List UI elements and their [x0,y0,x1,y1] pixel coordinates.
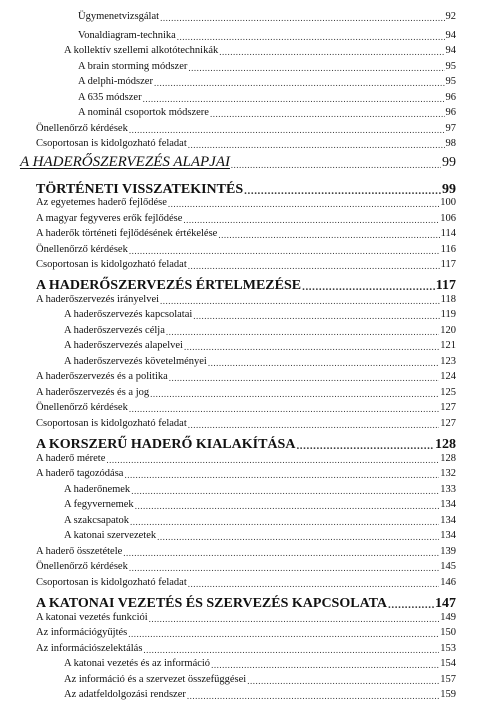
dot-leader [193,312,439,321]
toc-entry-page: 139 [440,546,456,557]
toc-entry-title: A katonai vezetés funkciói [36,612,148,623]
toc-entry-title: Ügymenetvizsgálat [78,11,160,22]
toc-entry-page: 153 [440,643,456,654]
dot-leader [183,216,439,225]
dot-leader [208,359,439,368]
toc-chapter-heading [36,183,456,197]
toc-entry-page: 147 [435,596,456,611]
toc-entry [36,562,456,573]
toc-entry-page: 149 [440,612,456,623]
dot-leader [247,677,439,686]
toc-entry-page: 124 [440,371,456,382]
toc-entry-title: A delphi-módszer [78,76,153,87]
toc-entry-page: 128 [440,453,456,464]
toc-entry [36,198,456,209]
toc-entry [64,659,456,670]
toc-entry-page: 125 [440,387,456,398]
toc-entry-title: A haderők történeti fejlődésének értékelése [36,228,218,239]
dot-leader [160,14,444,23]
dot-leader [123,549,439,558]
toc-entry-page: 100 [440,197,456,208]
toc-entry [78,108,456,119]
toc-entry [36,403,456,414]
toc-entry [64,690,456,701]
dot-leader [154,79,445,88]
toc-entry-title: Az információ és a szervezet összefüggései [64,674,247,685]
toc-entry [78,93,456,104]
toc-entry-title: Önellenőrző kérdések [36,402,128,413]
toc-entry-title: Csoportosan is kidolgozható feladat [36,418,187,429]
toc-entry-page: 117 [435,278,456,293]
toc-entry-page: 154 [440,658,456,669]
toc-entry [64,500,456,511]
toc-entry-title: A szakcsapatok [64,515,130,526]
dot-leader [106,456,439,465]
toc-entry [64,310,456,321]
toc-entry [36,613,456,624]
toc-entry [64,675,456,686]
toc-entry [78,62,456,73]
toc-entry-page: 95 [445,76,456,87]
toc-entry-page: 99 [442,182,456,197]
toc-entry-title: A haderőszervezés követelményei [64,356,207,367]
toc-entry-page: 96 [445,92,456,103]
toc-entry [64,341,456,352]
dot-leader [143,95,445,104]
dot-leader [131,487,439,496]
toc-entry [64,326,456,337]
toc-entry-page: 106 [440,213,456,224]
toc-entry-page: 98 [445,138,456,149]
toc-entry-title: A katonai vezetés és az információ [64,658,211,669]
dot-leader [188,262,440,271]
toc-entry-page: 114 [440,228,456,239]
toc-entry-title: A magyar fegyveres erők fejlődése [36,213,183,224]
toc-entry-title: A kollektív szellemi alkotótechnikák [64,45,219,56]
toc-entry [36,124,456,135]
toc-entry-page: 116 [440,244,456,255]
dot-leader [210,110,445,119]
toc-entry-title: A fegyvernemek [64,499,134,510]
dot-leader [244,186,441,197]
toc-entry-page: 99 [442,155,456,170]
dot-leader [129,247,440,256]
toc-entry-page: 117 [440,259,456,270]
toc-entry-title: Csoportosan is kidolgozható feladat [36,138,187,149]
toc-entry-page: 128 [435,437,456,452]
toc-part-heading [20,155,456,170]
toc-entry-page: 132 [440,468,456,479]
toc-entry-page: 146 [440,577,456,588]
toc-entry-page: 145 [440,561,456,572]
toc-entry-page: 157 [440,674,456,685]
toc-entry-title: Önellenőrző kérdések [36,244,128,255]
toc-entry-page: 119 [440,309,456,320]
toc-entry-title: Az egyetemes haderő fejlődése [36,197,167,208]
toc-entry-page: 150 [440,627,456,638]
dot-leader [128,630,439,639]
toc-entry [36,388,456,399]
toc-entry-title: Csoportosan is kidolgozható feladat [36,577,187,588]
toc-entry-title: A haderőszervezés alapelvei [64,340,183,351]
dot-leader [157,533,439,542]
dot-leader [124,471,439,480]
dot-leader [296,441,434,452]
toc-entry [36,372,456,383]
toc-entry-title: Az információszelektálás [36,643,143,654]
toc-entry [36,214,456,225]
dot-leader [129,564,439,573]
dot-leader [166,328,439,337]
toc-entry [36,139,456,150]
toc-entry-page: 123 [440,356,456,367]
toc-entry-title: A HADERŐSZERVEZÉS ALAPJAI [20,154,230,170]
dot-leader [231,161,441,170]
toc-entry-page: 134 [440,515,456,526]
toc-entry-title: Önellenőrző kérdések [36,123,128,134]
toc-entry [64,46,456,57]
toc-entry [36,229,456,240]
dot-leader [188,580,439,589]
toc-entry [36,295,456,306]
toc-entry-page: 121 [440,340,456,351]
dot-leader [188,141,445,150]
dot-leader [177,33,445,42]
toc-entry-title: Csoportosan is kidolgozható feladat [36,259,187,270]
toc-entry-title: A KATONAI VEZETÉS ÉS SZERVEZÉS KAPCSOLATA [36,596,388,611]
toc-entry-title: A haderőszervezés irányelvei [36,294,160,305]
toc-entry-page: 159 [440,689,456,700]
toc-entry [36,454,456,465]
toc-chapter-heading [36,438,456,452]
toc-entry [36,419,456,430]
dot-leader [302,282,435,293]
dot-leader [169,374,439,383]
toc-entry-page: 120 [440,325,456,336]
toc-entry-title: Önellenőrző kérdések [36,561,128,572]
toc-entry-page: 134 [440,499,456,510]
dot-leader [129,405,439,414]
toc-entry-title: A KORSZERŰ HADERŐ KIALAKÍTÁSA [36,437,296,452]
toc-entry-title: A haderőszervezés kapcsolatai [64,309,193,320]
dot-leader [188,64,444,73]
toc-chapter-heading [36,279,456,293]
toc-entry-title: A haderő tagozódása [36,468,124,479]
toc-entry-page: 133 [440,484,456,495]
toc-entry-title: A HADERŐSZERVEZÉS ÉRTELMEZÉSE [36,278,302,293]
toc-entry [36,628,456,639]
toc-entry-title: Vonaldiagram-technika [78,30,176,41]
toc-entry-title: A 635 módszer [78,92,142,103]
dot-leader [129,126,445,135]
toc-entry-page: 134 [440,530,456,541]
toc-entry [36,644,456,655]
toc-entry [78,77,456,88]
dot-leader [135,502,440,511]
toc-entry-title: TÖRTÉNETI VISSZATEKINTÉS [36,182,244,197]
toc-entry [64,531,456,542]
toc-entry-page: 118 [440,294,456,305]
toc-entry-page: 92 [445,11,456,22]
dot-leader [184,343,439,352]
toc-entry-page: 94 [445,45,456,56]
dot-leader [188,421,439,430]
toc-entry-page: 97 [445,123,456,134]
toc-entry [78,31,456,42]
toc-entry-page: 95 [445,61,456,72]
toc-entry [36,245,456,256]
toc-entry-page: 96 [445,107,456,118]
dot-leader [211,661,439,670]
toc-entry-title: Az adatfeldolgozási rendszer [64,689,186,700]
toc-entry-title: A brain storming módszer [78,61,188,72]
toc-entry [36,578,456,589]
dot-leader [388,600,434,611]
dot-leader [187,692,439,701]
dot-leader [218,231,439,240]
toc-entry-title: A haderőszervezés célja [64,325,165,336]
dot-leader [160,297,440,306]
toc-entry [64,357,456,368]
dot-leader [219,48,444,57]
toc-entry-page: 127 [440,418,456,429]
toc-entry-title: A haderőszervezés és a jog [36,387,150,398]
toc-entry-page: 94 [445,30,456,41]
toc-entry-title: A haderő mérete [36,453,106,464]
dot-leader [149,615,440,624]
dot-leader [143,646,439,655]
toc-entry-title: A haderő összetétele [36,546,123,557]
toc-entry-title: Az információgyűjtés [36,627,128,638]
toc-entry-title: A nominál csoportok módszere [78,107,209,118]
dot-leader [150,390,439,399]
toc-entry [78,12,456,23]
toc-entry-page: 127 [440,402,456,413]
toc-entry [64,485,456,496]
toc-chapter-heading [36,597,456,611]
dot-leader [168,200,439,209]
toc-entry [36,469,456,480]
toc-entry-title: A haderőszervezés és a politika [36,371,168,382]
dot-leader [130,518,439,527]
toc-entry [36,547,456,558]
toc-entry [64,516,456,527]
toc-entry [36,260,456,271]
toc-entry-title: A katonai szervezetek [64,530,157,541]
toc-entry-title: A haderőnemek [64,484,131,495]
